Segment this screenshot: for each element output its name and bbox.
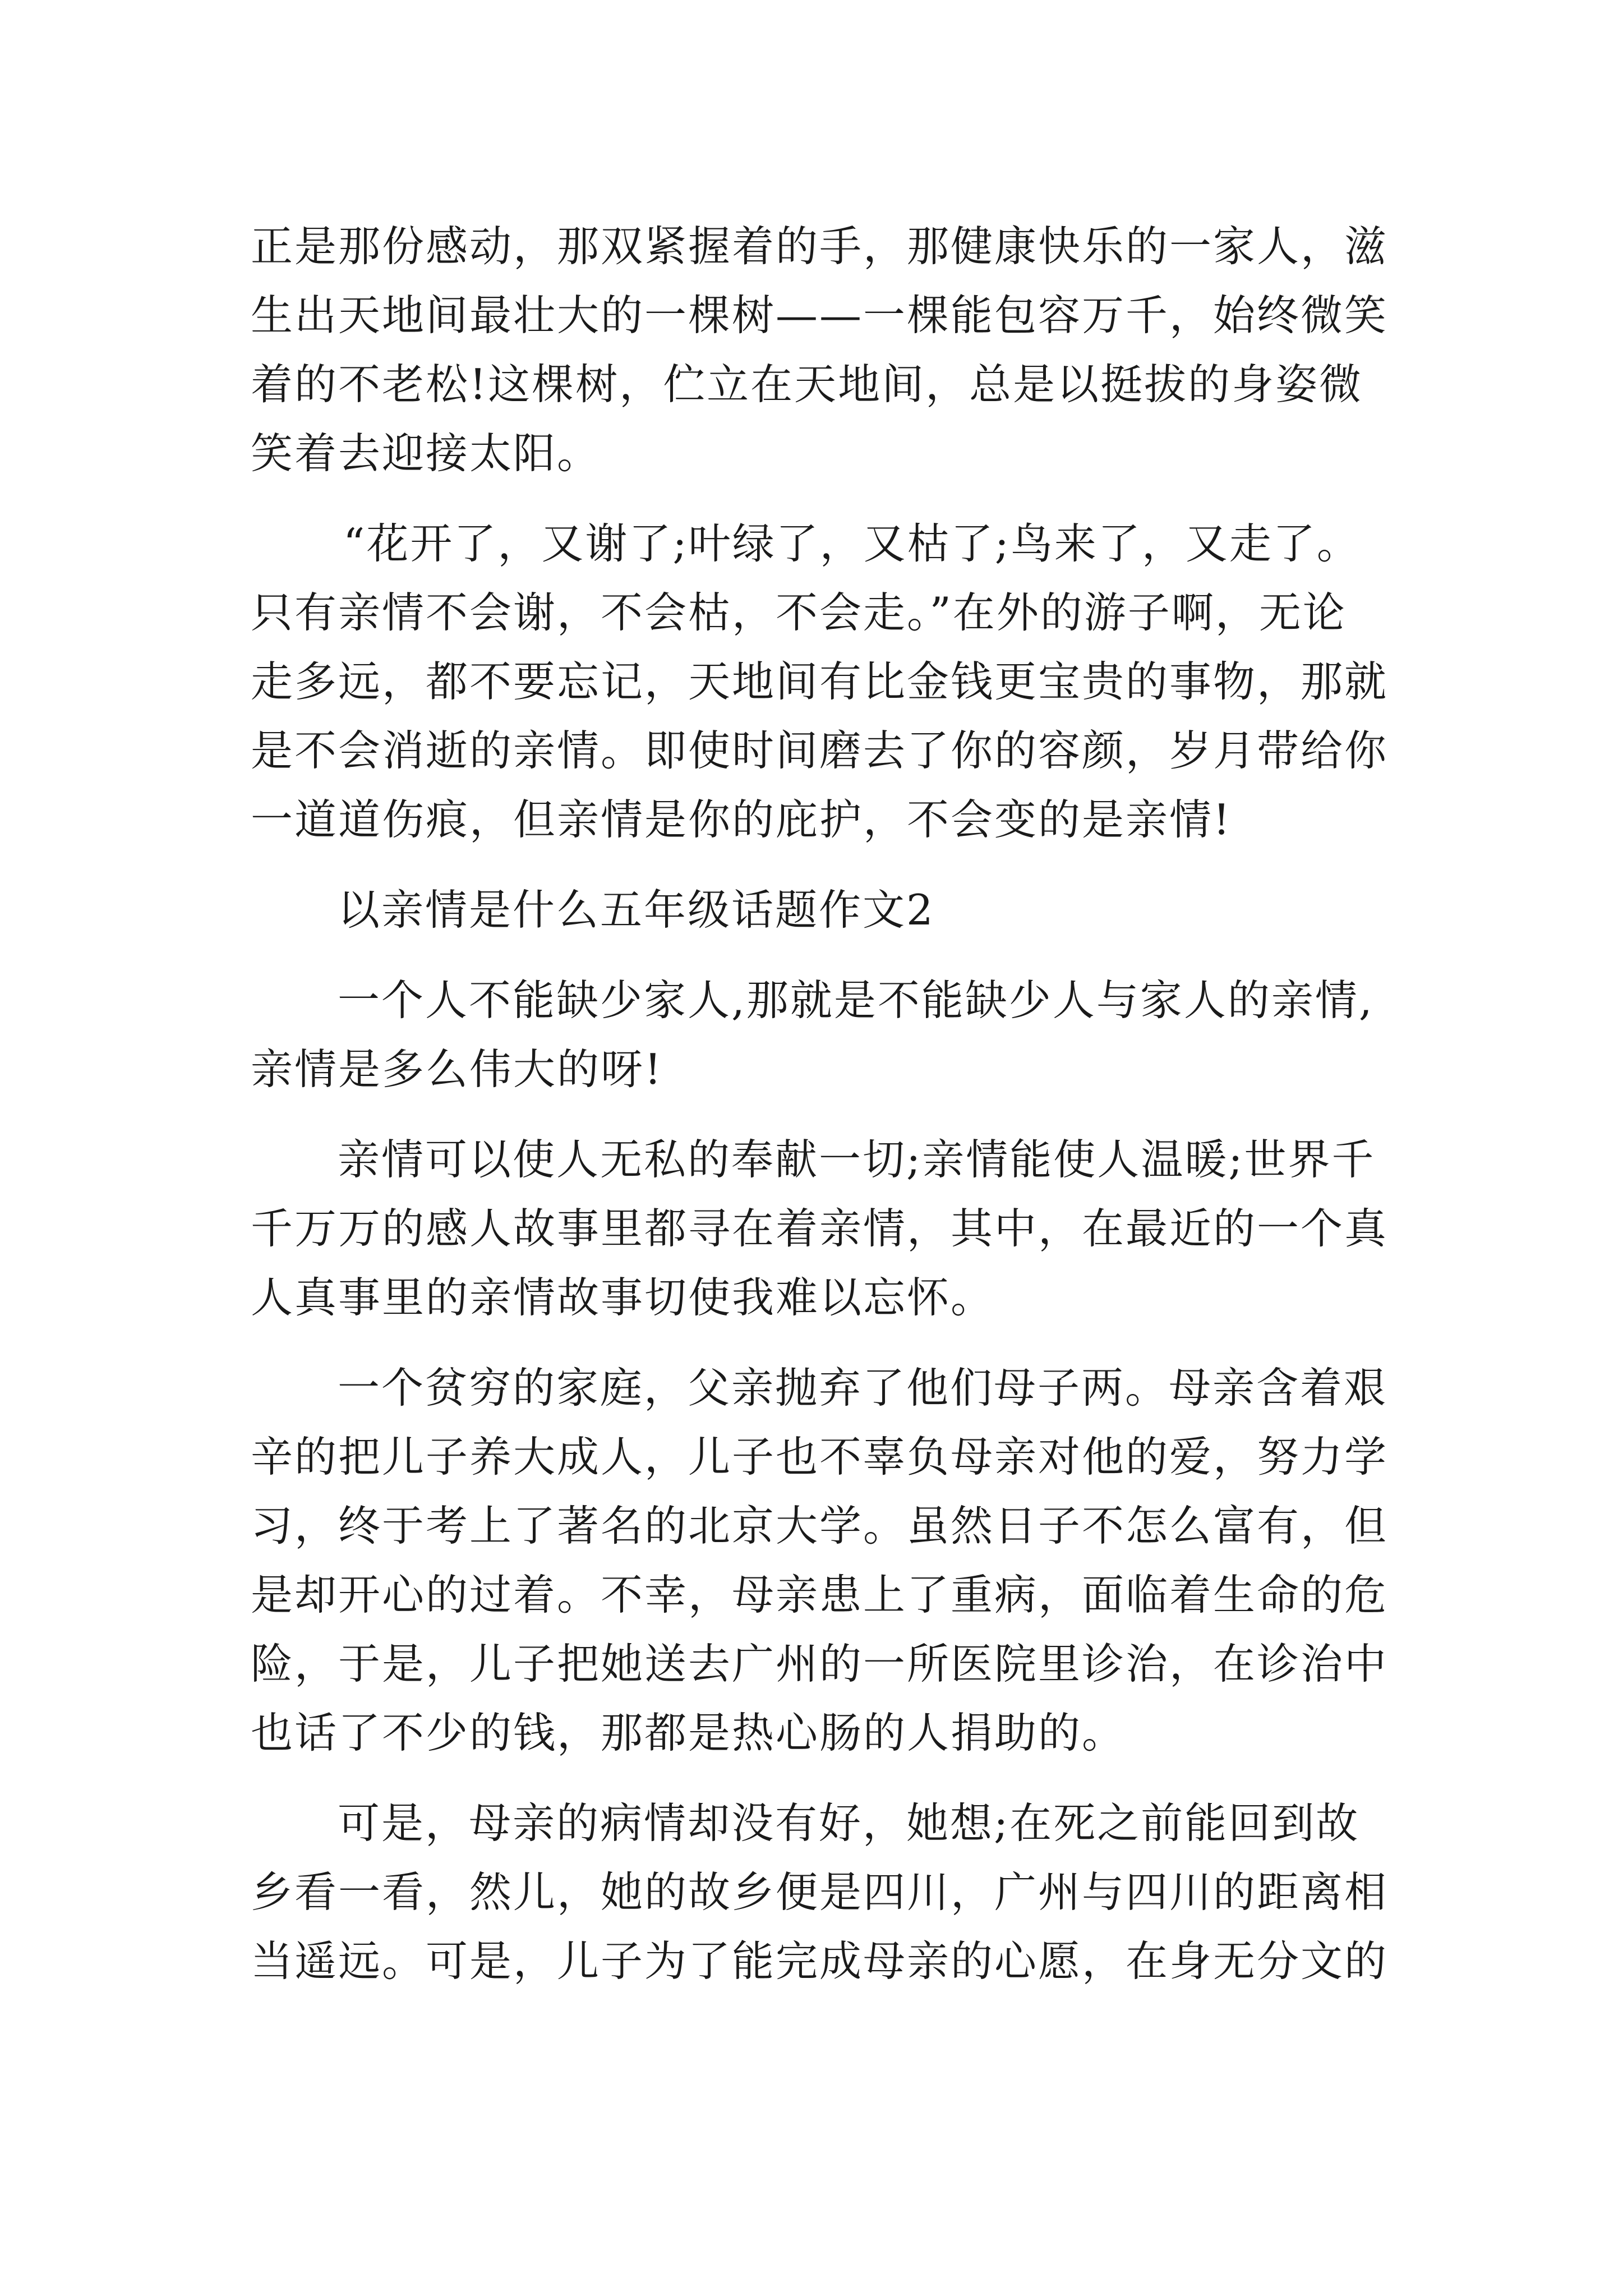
text-line: 是不会消逝的亲情。即使时间磨去了你的容颜，岁月带给你 [251,726,1389,775]
section-heading [251,876,1384,945]
text-line: 只有亲情不会谢，不会枯，不会走。”在外的游子啊，无论 [251,588,1347,637]
text-line: 千万万的感人故事里都寻在着亲情，其中，在最近的一个真 [251,1204,1389,1253]
paragraph-1 [251,212,1389,488]
text-line: 可是，母亲的病情却没有好，她想;在死之前能回到故 [338,1798,1360,1848]
text-line: 一个贫穷的家庭，父亲抛弃了他们母子两。母亲含着艰 [338,1363,1388,1412]
text-line: 习，终于考上了著名的北京大学。虽然日子不怎么富有，但 [251,1501,1389,1550]
text-line: 走多远，都不要忘记，天地间有比金钱更宝贵的事物，那就 [251,657,1389,706]
text-line: 乡看一看，然儿，她的故乡便是四川，广州与四川的距离相 [251,1867,1389,1917]
text-line: 险，于是，儿子把她送去广州的一所医院里诊治，在诊治中 [251,1639,1389,1688]
text-line: 生出天地间最壮大的一棵树——一棵能包容万千，始终微笑 [251,291,1389,340]
text-line: 一个人不能缺少家人,那就是不能缺少人与家人的亲情, [338,976,1374,1025]
text-line: 也话了不少的钱，那都是热心肠的人捐助的。 [251,1708,1126,1757]
text-line: 亲情可以使人无私的奉献一切;亲情能使人温暖;世界千 [338,1135,1376,1184]
essay-text [251,212,1389,1996]
text-line: 正是那份感动，那双紧握着的手，那健康快乐的一家人，滋 [251,222,1389,271]
text-line: 一道道伤痕，但亲情是你的庇护，不会变的是亲情! [251,795,1232,844]
paragraph-4 [251,1125,1389,1332]
paragraph-5 [251,1354,1389,1768]
text-line: “花开了，又谢了;叶绿了，又枯了;鸟来了，又走了。 [343,519,1361,568]
paragraph-2 [251,509,1389,854]
text-line: 亲情是多么伟大的呀! [251,1045,663,1094]
text-line: 当遥远。可是，儿子为了能完成母亲的心愿，在身无分文的 [251,1936,1389,1986]
text-line: 是却开心的过着。不幸，母亲患上了重病，面临着生命的危 [251,1570,1389,1619]
paragraph-3 [251,966,1384,1104]
paragraph-6 [251,1789,1389,1996]
text-line: 人真事里的亲情故事切使我难以忘怀。 [251,1273,995,1322]
essay-title: 以亲情是什么五年级话题作文2 [338,885,935,935]
text-line: 辛的把儿子养大成人，儿子也不辜负母亲对他的爱，努力学 [251,1432,1389,1481]
text-line: 笑着去迎接太阳。 [251,429,601,478]
text-line: 着的不老松!这棵树，伫立在天地间，总是以挺拔的身姿微 [251,360,1363,409]
